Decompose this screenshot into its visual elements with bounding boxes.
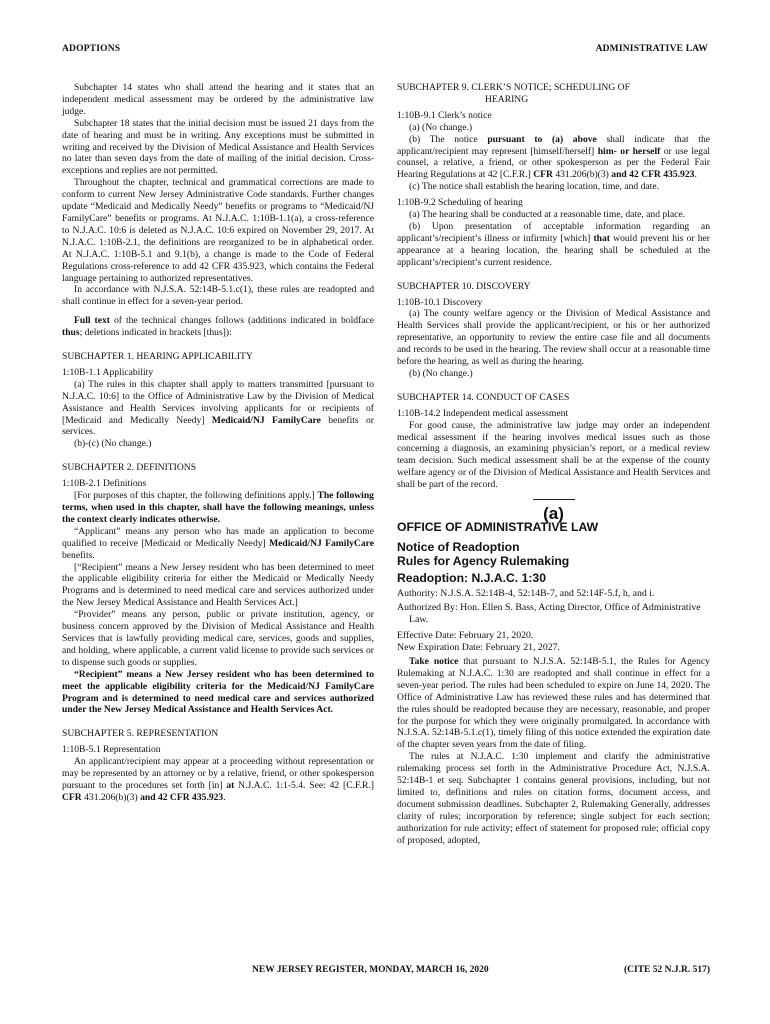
text-span-bold: at (226, 779, 235, 791)
section-title: 1:10B-2.1 Definitions (62, 478, 147, 490)
full-text-label: Full text (74, 315, 110, 327)
subchapter-heading: SUBCHAPTER 14. CONDUCT OF CASES (397, 391, 570, 403)
paragraph: Throughout the chapter, technical and grammatical corrections are made to conform to current New Jersey Administrative Code standards. Further changes update “Medicaid and Medically Needy” benefits or programs to “Medicaid/NJ FamilyCare” benefits or programs. At N.J.A.C. 1:10B-1.1(a), a cross-reference to N.J.A.C. 10:6 is deleted as N.J.A.C. 10:6 expired on November 29, 2017. At N.J.A.C. 1:10B-2.1, the definitions are reorganized to be in alphabetical order. At N.J.A.C. 1:10B-5.1 and 9.1(b), a change is made to the Code of Federal Regulations cross-reference to add 42 CFR 435.923, which contains the Federal language pertaining to authorized representatives. (62, 177, 374, 284)
text-span-bold: CFR (62, 791, 82, 803)
paragraph (397, 656, 710, 751)
paragraph (62, 756, 374, 804)
text-span-bold: pursuant to (a) above (487, 133, 597, 145)
text-span: shall indicate that the applicant/recipient may represent [himself/herself] (397, 133, 710, 157)
text-span-bold: Take notice (409, 656, 459, 668)
text-span: of the technical changes follows (additions indicated in boldface (109, 315, 375, 327)
text-span: (b) Upon presentation of acceptable information regarding an applicant’s/recipient’s illness or infirmity [which] (397, 220, 710, 244)
text-span: or use legal counsel, a relative, a friend, or other spokesperson as per the Federal Fair Hearing Regulations at 42 [C.F.R.] (397, 145, 710, 181)
paragraph: (b)-(c) (No change.) (74, 438, 152, 450)
text-span: N.J.A.C. 1:1-5.4. See: 42 [C.F.R.] (234, 779, 374, 791)
text-span: 431.206(b)(3) (552, 169, 612, 181)
subchapter-heading: SUBCHAPTER 2. DEFINITIONS (62, 462, 197, 474)
paragraph (62, 490, 374, 526)
full-text-note (62, 315, 374, 339)
paragraph: The rules at N.J.A.C. 1:30 implement and clarify the administrative rulemaking process set forth in the Administrative Procedure Act, N.J.S.A. 52:14B-1 et seq. Subchapter 1 contains general provisions, including, but not limited to, definitions and rules on citation forms, document access, and document submission deadlines. Subchapter 2, Rulemaking Generally, addresses clarity of rules; incorporation by reference; single subject for each section; authorization for rule activity; effect of statement for proposed rule; official copy of proposed, adopted, (397, 751, 710, 846)
running-header-title: ADMINISTRATIVE LAW (595, 44, 708, 54)
authorized-by-line: Authorized By: Hon. Ellen S. Bass, Acting Director, Office of Administrative Law. (397, 602, 701, 626)
text-span-bold: him- or herself (597, 145, 661, 157)
paragraph: “Recipient” means a New Jersey resident who has been determined to meet the applicable eligibility criteria for the Medicaid/NJ FamilyCare Program and is determined to need medical care and services authorized under the New Jersey Medical Assistance and Health Services Act. (62, 668, 374, 716)
subchapter-heading: SUBCHAPTER 5. REPRESENTATION (62, 728, 219, 740)
text-span: would prevent his or her appearance at a hearing location, the hearing shall be scheduled at the applicant’s/recipient’s current residence. (397, 232, 710, 268)
left-column (62, 82, 374, 804)
effective-date: Effective Date: February 21, 2020. (397, 629, 534, 641)
paragraph: (b) (No change.) (409, 367, 473, 379)
divider (533, 499, 575, 500)
paragraph: (a) The hearing shall be conducted at a reasonable time, date, and place. (409, 209, 686, 221)
text-span: . (694, 169, 697, 181)
right-column (397, 82, 710, 847)
text-span-bold: The following terms, when used in this chapter, shall have the following meanings, unless the context clearly indicates otherwise. (62, 490, 374, 525)
text-span-bold: Medicaid/NJ FamilyCare (211, 414, 321, 426)
paragraph: Subchapter 18 states that the initial decision must be issued 21 days from the date of hearing and must be in writing. Any exceptions must be submitted in writing and received by the Division of Medical Assistance and Health Services no later than seven days from the date of mailing of the initial decision. Cross-exceptions and replies are not permitted. (62, 117, 374, 177)
section-title: 1:10B-9.1 Clerk’s notice (397, 109, 492, 121)
agency-name: OFFICE OF ADMINISTRATIVE LAW (397, 520, 599, 534)
notice-letter: (a) (543, 504, 564, 524)
subchapter-heading: SUBCHAPTER 9. CLERK’S NOTICE; SCHEDULING OF (397, 82, 630, 93)
paragraph: (a) (No change.) (409, 121, 473, 133)
paragraph: “Provider” means any person, public or private institution, agency, or business concern approved by the Division of Medical Assistance and Health Services that is lawfully providing medical care, services, goods and supplies, and holding, where applicable, a current valid license to provide such services or to dispense such goods or supplies. (62, 609, 374, 668)
paragraph (62, 526, 374, 562)
text-span-bold: CFR (533, 169, 553, 181)
readoption-citation: Readoption: N.J.A.C. 1:30 (397, 571, 546, 585)
section-title: 1:10B-9.2 Scheduling of hearing (397, 197, 523, 209)
text-span-bold: and 42 CFR 435.923 (140, 791, 224, 803)
subchapter-heading-cont: HEARING (485, 93, 529, 105)
section-title: 1:10B-14.2 Independent medical assessment (397, 407, 569, 419)
section-title: 1:10B-1.1 Applicability (62, 366, 154, 378)
paragraph (397, 134, 710, 182)
text-span: An applicant/recipient may appear at a proceeding without representation or may be represented by an attorney or by a relative, friend, or other spokesperson pursuant to the procedures set forth [in] (62, 756, 374, 791)
subchapter-heading: SUBCHAPTER 10. DISCOVERY (397, 280, 531, 292)
text-span: (b) The notice (409, 133, 488, 145)
text-span: benefits or services. (62, 414, 374, 438)
text-span-bold: and 42 CFR 435.923 (611, 169, 695, 181)
footer-citation: (CITE 52 N.J.R. 517) (623, 965, 710, 975)
text-span: 431.206(b)(3) (81, 791, 141, 803)
text-span: (a) The rules in this chapter shall apply to matters transmitted [pursuant to N.J.A.C. 10:6] to the Office of Administrative Law by the Division of Medical Assistance and Health Services involving applicants for or recipients of [Medicaid and Medically Needy] (62, 378, 374, 426)
text-span: . (223, 791, 226, 803)
text-span: [For purposes of this chapter, the following definitions apply.] (74, 490, 318, 502)
text-span: ; deletions indicated in brackets [thus]): (79, 327, 232, 339)
expiration-date: New Expiration Date: February 21, 2027. (397, 641, 560, 653)
running-header-section: ADOPTIONS (62, 44, 121, 54)
paragraph: [“Recipient” means a New Jersey resident who has been determined to meet the applicable eligibility criteria for either the Medicaid or Medically Needy Programs and is determined to need medical care and services authorized under the New Jersey Medical Assistance and Health Services Act.] (62, 561, 374, 609)
paragraph (62, 379, 374, 439)
paragraph: For good cause, the administrative law judge may order an independent medical assessment if the hearing involves medical issues such as those concerning a diagnosis, an examining physician’s report, or a medical review team decision. Such medical assessment shall be at the expense of the county welfare agency or of the Division of Medical Assistance and Health Services and shall be part of the record. (397, 419, 710, 491)
text-span: benefits. (62, 549, 95, 561)
text-span-bold: that (593, 232, 610, 244)
section-title: 1:10B-10.1 Discovery (397, 296, 483, 308)
authority-line: Authority: N.J.S.A. 52:14B-4, 52:14B-7, and 52:14F-5.f, h, and i. (397, 588, 655, 599)
text-span-bold: thus (62, 327, 80, 339)
paragraph: Subchapter 14 states who shall attend the hearing and it states that an independent medical assessment may be ordered by the administrative law judge. (62, 82, 374, 117)
text-span: that pursuant to N.J.S.A. 52:14B-5.1, the Rules for Agency Rulemaking at N.J.A.C. 1:30 are readopted and shall continue in effect for a seven-year period. The rules had been scheduled to expire on June 14, 2020. The Office of Administrative Law has reviewed these rules and has determined that the rules should be readopted because they are necessary, reasonable, and proper for the purpose for which they were originally promulgated. In accordance with N.J.S.A. 52:14B-5.1.c(1), timely filing of this notice extended the expiration date of the chapter seven years from the date of filing. (397, 656, 710, 751)
notice-title: Notice of Readoption (397, 540, 520, 554)
paragraph (397, 221, 710, 269)
text-span-bold: Medicaid/NJ FamilyCare (269, 537, 374, 549)
footer-publication: NEW JERSEY REGISTER, MONDAY, MARCH 16, 2020 (252, 965, 489, 975)
paragraph: (a) The county welfare agency or the Division of Medical Assistance and Health Services shall provide the applicant/recipient, or his or her authorized representative, an opportunity to review the entire case file and all documents and records to be used in the hearing. The review shall occur at a reasonable time before the hearing, as well as during the hearing. (397, 308, 710, 368)
text-span: “Applicant” means any person who has made an application to become qualified to receive [Medicaid or Medically Needy] (62, 525, 374, 549)
subchapter-heading: SUBCHAPTER 1. HEARING APPLICABILITY (62, 351, 253, 363)
notice-subtitle: Rules for Agency Rulemaking (397, 554, 570, 568)
paragraph: In accordance with N.J.S.A. 52:14B-5.1.c(1), these rules are readopted and shall continue in effect for a seven-year period. (62, 284, 374, 308)
paragraph: (c) The notice shall establish the hearing location, time, and date. (409, 181, 659, 193)
section-title: 1:10B-5.1 Representation (62, 744, 161, 756)
